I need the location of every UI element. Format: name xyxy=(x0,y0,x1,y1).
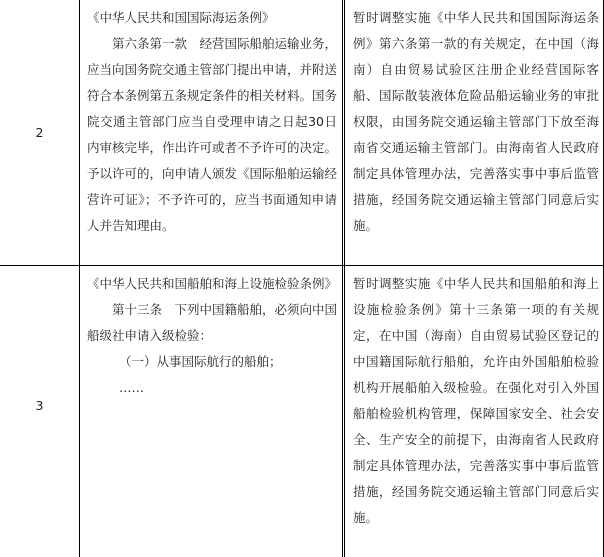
provision-ellipsis: …… xyxy=(119,380,144,395)
adjustment-text: 暂时调整实施《中华人民共和国船舶和海上设施检验条例》第十三条第一项的有关规定，在中国（海南）自由贸易试验区登记的中国籍国际航行船舶，允许由外国船舶检验机构开展船舶入级检验。在强化对引入外国船舶检验机构管理，保障国家安全、社会安全、生产安全的前提下，由海南省人民政府制定具体管理办法，完善落实事中事后监管措施，经国务院交通运输主管部门同意后实施。 xyxy=(353,276,599,525)
provision-text: 第十三条 下列中国籍船舶，必须向中国船级社申请入级检验： xyxy=(87,302,338,343)
row-number xyxy=(0,0,79,265)
row-number-text: 3 xyxy=(35,398,44,413)
original-provision-cell xyxy=(87,271,337,551)
row-divider xyxy=(0,265,604,266)
regulation-title: 《中华人民共和国国际海运条例》 xyxy=(87,10,275,25)
adjustment-cell xyxy=(353,271,599,555)
regulation-title: 《中华人民共和国船舶和海上设施检验条例》 xyxy=(87,276,338,291)
provision-item: （一）从事国际航行的船舶； xyxy=(119,354,282,369)
column-divider-double xyxy=(342,0,345,557)
provision-text: 第六条第一款 经营国际船舶运输业务，应当向国务院交通主管部门提出申请，并附送符合本条例第五条规定条件的相关材料。国务院交通主管部门应当自受理申请之日起30日内审核完毕，作出许可或者不予许可的决定。予以许可的，向申请人颁发《国际船舶运输经营许可证》；不予许可的，应当书面通知申请人并告知理由。 xyxy=(87,36,338,233)
adjustment-text: 暂时调整实施《中华人民共和国国际海运条例》第六条第一款的有关规定，在中国（海南）自由贸易试验区注册企业经营国际客船、国际散装液体危险品船运输业务的审批权限，由国务院交通运输主管部门下放至海南省交通运输主管部门。由海南省人民政府制定具体管理办法，完善落实事中事后监管措施，经国务院交通运输主管部门同意后实施。 xyxy=(353,10,599,233)
row-number-text: 2 xyxy=(35,125,44,140)
original-provision-cell xyxy=(87,5,337,263)
adjustment-cell xyxy=(353,5,599,263)
column-divider xyxy=(79,0,80,557)
row-number xyxy=(0,266,79,557)
